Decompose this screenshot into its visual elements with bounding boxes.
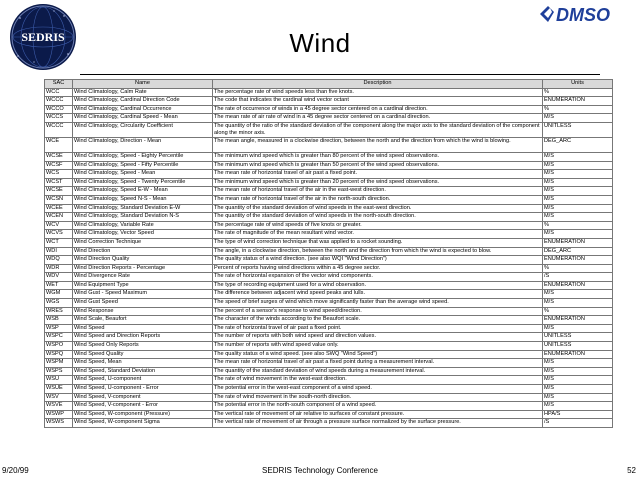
cell-units: M/S [543,161,613,170]
cell-units: /S [543,273,613,282]
cell-units: M/S [543,114,613,123]
cell-sac: WSPM [45,359,73,368]
cell-description: The rate of wind movement in the south-north direction. [213,393,543,402]
cell-units: M/S [543,195,613,204]
cell-units: % [543,264,613,273]
cell-description: The quality status of a wind speed. (see also SWQ "Wind Speed") [213,350,543,359]
cell-units: M/S [543,359,613,368]
cell-description: The angle, in a clockwise direction, between the north and the direction from which the wind is expected to blow. [213,247,543,256]
cell-description: The quantity of the ratio of the standard deviation of the component along the major axis to the standard deviation of the component along the minor axis. [213,122,543,137]
cell-name: Wind Gust - Speed Maximum [73,290,213,299]
cell-units: HPA/S [543,410,613,419]
table-row [45,213,613,222]
table-row [45,410,613,419]
cell-sac: WRES [45,307,73,316]
table-row [45,187,613,196]
cell-units: M/S [543,170,613,179]
cell-description: The number of reports with both wind speed and direction values. [213,333,543,342]
cell-sac: WGS [45,299,73,308]
cell-description: The mean rate of horizontal travel of the air in the east-west direction. [213,187,543,196]
cell-units: UNITLESS [543,342,613,351]
cell-name: Wind Speed Quality [73,350,213,359]
cell-units: % [543,221,613,230]
table-header-row [45,80,613,89]
table-row [45,350,613,359]
cell-name: Wind Speed and Direction Reports [73,333,213,342]
cell-name: Wind Speed, V-component - Error [73,402,213,411]
cell-description: The percent of a sensor's response to wind speed/direction. [213,307,543,316]
cell-sac: WGM [45,290,73,299]
cell-units: M/S [543,204,613,213]
cell-name: Wind Speed, V-component [73,393,213,402]
cell-description: The minimum wind speed which is greater than 20 percent of the wind speed observations. [213,178,543,187]
cell-sac: WSVE [45,402,73,411]
cell-sac: WCCC [45,122,73,137]
table-row [45,281,613,290]
table-row [45,307,613,316]
footer-date: 9/20/99 [2,466,29,475]
table-row [45,273,613,282]
cell-sac: WCSE [45,152,73,161]
cell-description: The potential error in the west-east component of a wind speed. [213,385,543,394]
cell-name: Wind Speed, U-component - Error [73,385,213,394]
table-row [45,359,613,368]
table-row [45,247,613,256]
cell-units: ENUMERATION [543,316,613,325]
cell-name: Wind Speed, W-component (Pressure) [73,410,213,419]
cell-description: The rate of horizontal travel of air past a fixed point. [213,324,543,333]
cell-description: The mean rate of horizontal travel of the air in the north-south direction. [213,195,543,204]
column-header-units: Units [543,80,613,89]
cell-name: Wind Correction Technique [73,238,213,247]
cell-sac: WET [45,281,73,290]
cell-units: M/S [543,376,613,385]
title-divider [80,74,600,75]
dmso-logo [536,2,636,26]
dmso-logo-text: DMSO [556,5,610,25]
cell-units: ENUMERATION [543,256,613,265]
cell-description: The rate of occurrence of winds in a 45 degree sector centered on a cardinal direction. [213,105,543,114]
cell-name: Wind Speed, U-component [73,376,213,385]
cell-sac: WDQ [45,256,73,265]
cell-units: M/S [543,230,613,239]
cell-sac: WSUE [45,385,73,394]
table-row [45,299,613,308]
cell-description: The minimum wind speed which is greater than 50 percent of the wind speed observations. [213,161,543,170]
cell-sac: WCV [45,221,73,230]
cell-sac: WCST [45,178,73,187]
cell-sac: WSPC [45,333,73,342]
cell-sac: WCVS [45,230,73,239]
cell-description: The potential error in the north-south component of a wind speed. [213,402,543,411]
cell-name: Wind Climatology, Speed E-W - Mean [73,187,213,196]
table-row [45,402,613,411]
cell-units: M/S [543,178,613,187]
cell-units: ENUMERATION [543,281,613,290]
cell-units: /S [543,419,613,428]
cell-name: Wind Climatology, Speed - Eighty Percentile [73,152,213,161]
cell-sac: WSPO [45,342,73,351]
cell-sac: WCEE [45,204,73,213]
table-row [45,161,613,170]
table-row [45,137,613,152]
cell-units: M/S [543,402,613,411]
cell-sac: WSWS [45,419,73,428]
table-row [45,238,613,247]
table-row [45,264,613,273]
cell-name: Wind Response [73,307,213,316]
table-row [45,316,613,325]
cell-description: The vertical rate of movement of air relative to surfaces of constant pressure. [213,410,543,419]
cell-description: The rate of horizontal expansion of the vector wind components. [213,273,543,282]
cell-sac: WSU [45,376,73,385]
table-body [45,88,613,427]
cell-units: UNITLESS [543,333,613,342]
table-row [45,393,613,402]
cell-name: Wind Direction [73,247,213,256]
table-row [45,152,613,161]
cell-description: The type of wind correction technique that was applied to a rocket sounding. [213,238,543,247]
cell-name: Wind Climatology, Standard Deviation E-W [73,204,213,213]
wind-attributes-table [44,79,613,428]
cell-sac: WSV [45,393,73,402]
cell-description: The percentage rate of wind speeds of five knots or greater. [213,221,543,230]
cell-description: The rate of wind movement in the west-east direction. [213,376,543,385]
cell-sac: WSB [45,316,73,325]
cell-description: The difference between adjacent wind speed peaks and lulls. [213,290,543,299]
table-row [45,385,613,394]
table-row [45,88,613,97]
cell-sac: WCS [45,170,73,179]
table-row [45,221,613,230]
cell-description: The number of reports with wind speed value only. [213,342,543,351]
table-row [45,122,613,137]
table-row [45,230,613,239]
cell-name: Wind Speed [73,324,213,333]
table-row [45,170,613,179]
page-title: Wind [289,28,351,58]
cell-units: M/S [543,299,613,308]
cell-name: Wind Climatology, Calm Rate [73,88,213,97]
cell-description: Percent of reports having wind directions within a 45 degree sector. [213,264,543,273]
cell-description: The quality status of a wind direction. (see also WQI "Wind Direction") [213,256,543,265]
cell-name: Wind Direction Quality [73,256,213,265]
cell-sac: WDR [45,264,73,273]
cell-units: M/S [543,152,613,161]
cell-units: DEG_ARC [543,137,613,152]
table-row [45,97,613,106]
cell-sac: WDV [45,273,73,282]
cell-name: Wind Speed, Mean [73,359,213,368]
cell-description: The character of the winds according to the Beaufort scale. [213,316,543,325]
table-row [45,324,613,333]
cell-name: Wind Scale, Beaufort [73,316,213,325]
column-header-sac: SAC [45,80,73,89]
cell-name: Wind Divergence Rate [73,273,213,282]
cell-description: The quantity of the standard deviation of wind speeds in the east-west direction. [213,204,543,213]
cell-description: The type of recording equipment used for a wind observation. [213,281,543,290]
cell-sac: WCE [45,137,73,152]
cell-sac: WSWP [45,410,73,419]
cell-units: ENUMERATION [543,350,613,359]
cell-name: Wind Climatology, Speed - Mean [73,170,213,179]
cell-name: Wind Speed, Standard Deviation [73,367,213,376]
cell-name: Wind Climatology, Cardinal Direction Code [73,97,213,106]
cell-name: Wind Direction Reports - Percentage [73,264,213,273]
cell-units: UNITLESS [543,122,613,137]
cell-description: The mean rate of horizontal travel of air past a fixed point. [213,170,543,179]
table-row [45,105,613,114]
cell-name: Wind Climatology, Standard Deviation N-S [73,213,213,222]
cell-name: Wind Climatology, Variable Rate [73,221,213,230]
cell-units: DEG_ARC [543,247,613,256]
cell-name: Wind Climatology, Speed N-S - Mean [73,195,213,204]
footer-conference: SEDRIS Technology Conference [262,466,378,475]
table-row [45,376,613,385]
cell-sac: WCT [45,238,73,247]
table-row [45,342,613,351]
cell-sac: WSP [45,324,73,333]
table-row [45,367,613,376]
cell-units: ENUMERATION [543,97,613,106]
table-row [45,114,613,123]
cell-name: Wind Gust Speed [73,299,213,308]
cell-description: The mean rate of air rate of wind in a 45 degree sector centered on a cardinal direction. [213,114,543,123]
cell-name: Wind Speed, W-component Sigma [73,419,213,428]
cell-description: The minimum wind speed which is greater than 80 percent of the wind speed observations. [213,152,543,161]
cell-sac: WCCO [45,105,73,114]
cell-units: M/S [543,367,613,376]
column-header-description: Description [213,80,543,89]
cell-units: ENUMERATION [543,238,613,247]
cell-name: Wind Speed Only Reports [73,342,213,351]
cell-description: The code that indicates the cardinal wind vector octant [213,97,543,106]
cell-sac: WDI [45,247,73,256]
cell-description: The percentage rate of wind speeds less than five knots. [213,88,543,97]
cell-sac: WCCC [45,97,73,106]
cell-units: M/S [543,324,613,333]
cell-description: The mean rate of horizontal travel of air past a fixed point during a measurement interval. [213,359,543,368]
cell-name: Wind Equipment Type [73,281,213,290]
cell-units: M/S [543,187,613,196]
table-row [45,178,613,187]
cell-description: The speed of brief surges of wind which move significantly faster than the average wind speed. [213,299,543,308]
sedris-logo-text: SEDRIS [21,30,65,44]
cell-sac: WCSE [45,187,73,196]
table-row [45,256,613,265]
cell-name: Wind Climatology, Vector Speed [73,230,213,239]
page-number: 52 [627,466,636,475]
cell-units: M/S [543,213,613,222]
cell-units: M/S [543,290,613,299]
cell-description: The quantity of the standard deviation of wind speeds during a measurement interval. [213,367,543,376]
cell-name: Wind Climatology, Circularity Coefficient [73,122,213,137]
cell-description: The vertical rate of movement of air through a pressure surface normalized by the surface pressure. [213,419,543,428]
cell-sac: WCEN [45,213,73,222]
cell-units: M/S [543,385,613,394]
cell-sac: WSPS [45,367,73,376]
table-row [45,204,613,213]
cell-sac: WCSN [45,195,73,204]
cell-name: Wind Climatology, Direction - Mean [73,137,213,152]
cell-units: % [543,307,613,316]
cell-units: % [543,105,613,114]
cell-description: The rate of magnitude of the mean resultant wind vector. [213,230,543,239]
table-row [45,195,613,204]
cell-units: M/S [543,393,613,402]
cell-units: % [543,88,613,97]
cell-name: Wind Climatology, Speed - Twenty Percentile [73,178,213,187]
table-row [45,419,613,428]
table-row [45,333,613,342]
cell-sac: WCCS [45,114,73,123]
cell-name: Wind Climatology, Cardinal Speed - Mean [73,114,213,123]
cell-sac: WSPQ [45,350,73,359]
cell-name: Wind Climatology, Speed - Fifty Percentile [73,161,213,170]
column-header-name: Name [73,80,213,89]
cell-name: Wind Climatology, Cardinal Occurrence [73,105,213,114]
cell-description: The quantity of the standard deviation of wind speeds in the north-south direction. [213,213,543,222]
cell-description: The mean angle, measured in a clockwise direction, between the north and the direction from which the wind is blowing. [213,137,543,152]
cell-sac: WCC [45,88,73,97]
table-row [45,290,613,299]
cell-sac: WCSF [45,161,73,170]
